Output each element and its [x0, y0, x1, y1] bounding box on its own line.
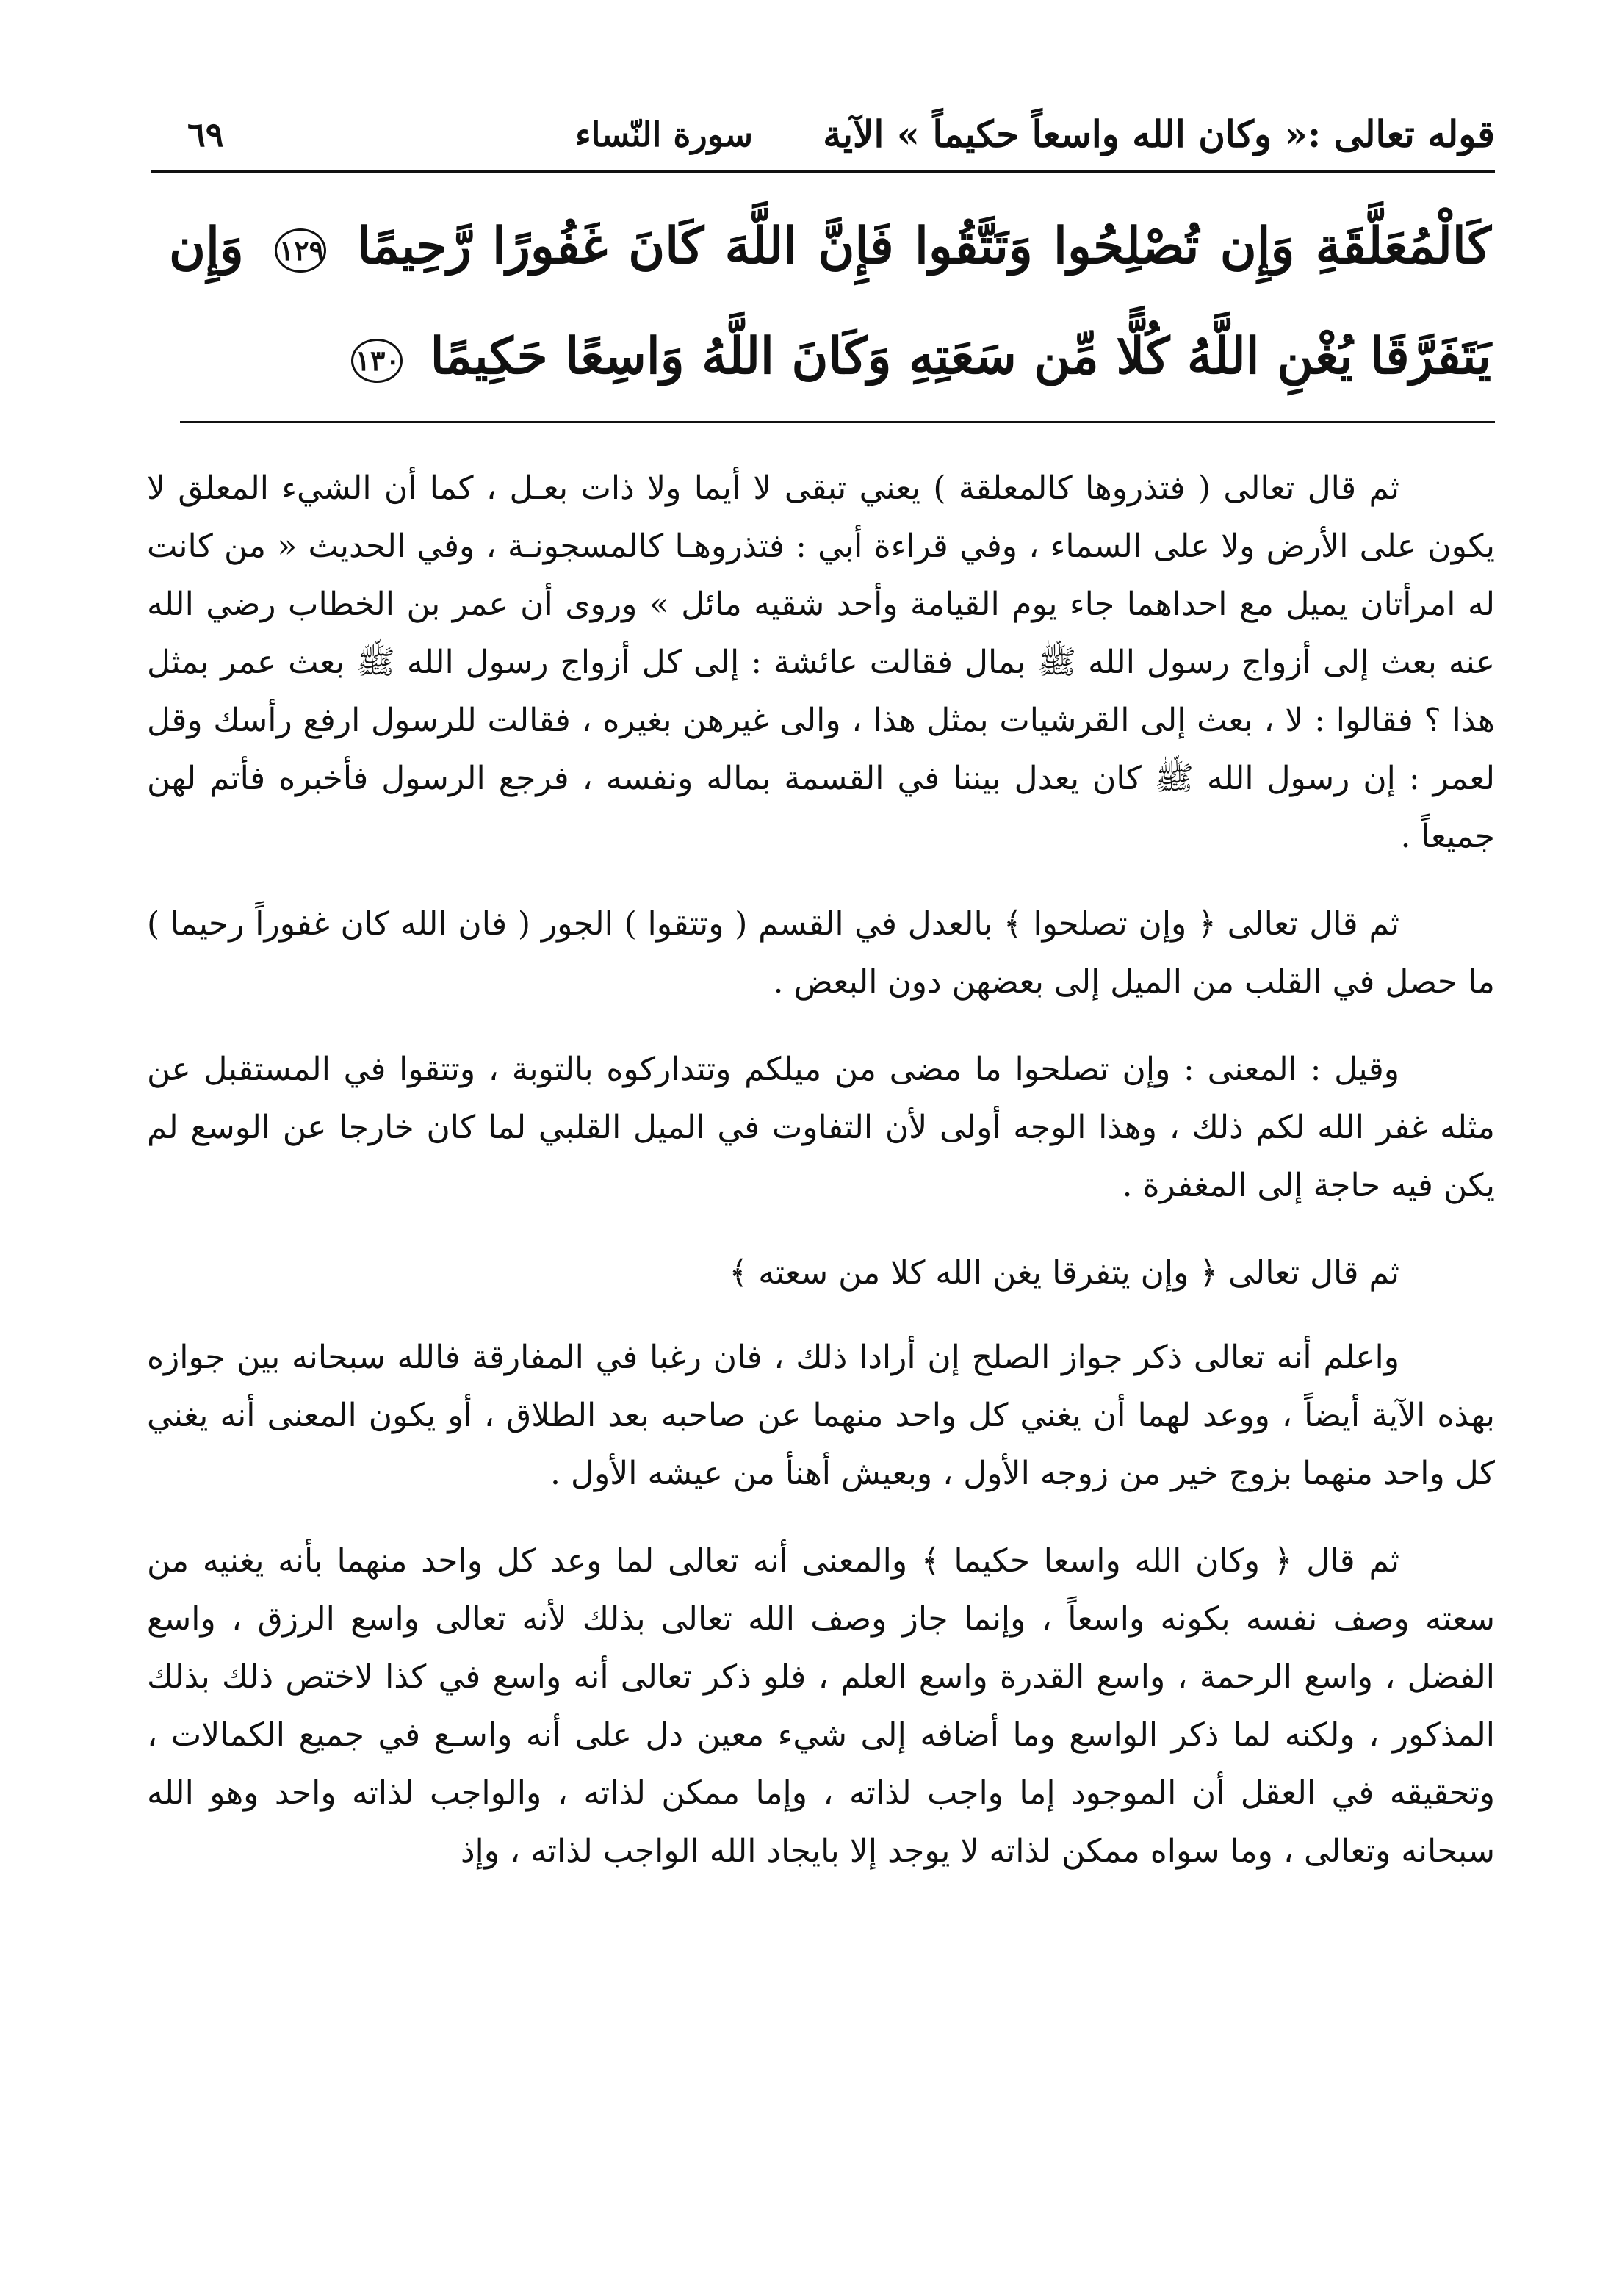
running-header	[151, 101, 1495, 168]
paragraph: ثم قال تعالى ﴿ وإن تصلحوا ﴾ بالعدل في القسم ( وتتقوا ) الجور ( فان الله كان غفوراً رحيما ) ما حصل في القلب من الميل إلى بعضهن دون البعض .	[147, 905, 1495, 1001]
paragraph: وقيل : المعنى : وإن تصلحوا ما مضى من ميلكم وتتداركوه بالتوبة ، وتتقوا في المستقبل عن مثله غفر الله لكم ذلك ، وهذا الوجه أولى لأن التفاوت في الميل القلبي لما كان خارجا عن الوسع لم يكن فيه حاجة إلى المغفرة .	[147, 1051, 1495, 1204]
page-number: ٦٩	[187, 115, 224, 154]
verse-text-part-2: وَإِن يَتَفَرَّقَا يُغْنِ اللَّهُ كُلًّا مِّن سَعَتِهِ وَكَانَ اللَّهُ وَاسِعًا حَكِيمًا	[169, 217, 1491, 386]
verse-text-part-1: كَالْمُعَلَّقَةِ وَإِن تُصْلِحُوا وَتَتَّقُوا فَإِنَّ اللَّهَ كَانَ غَفُورًا رَّحِيمًا	[357, 217, 1491, 276]
commentary-text	[147, 459, 1495, 1910]
header-rule	[151, 170, 1495, 173]
paragraph: ثم قال تعالى ﴿ وإن يتفرقا يغن الله كلا من سعته ﴾	[729, 1254, 1399, 1292]
ayah-number-marker: ١٣٠	[351, 339, 403, 383]
paragraph: ثم قال تعالى ( فتذروها كالمعلقة ) يعني تبقى لا أيما ولا ذات بعـل ، كما أن الشيء المعلق لا يكون على الأرض ولا على السماء ، وفي قراءة أبي : فتذروهـا كالمسجونـة ، وفي الحديث « من كانت له امرأتان يميل مع احداهما جاء يوم القيامة وأحد شقيه مائل » وروى أن عمر بن الخطاب رضي الله عنه بعث إلى أزواج رسول الله ﷺ بمال فقالت عائشة : إلى كل أزواج رسول الله ﷺ بعث عمر بمثل هذا ؟ فقالوا : لا ، بعث إلى القرشيات بمثل هذا ، والى غيرهن بغيره ، فقالت للرسول ارفع رأسك وقل لعمر : إن رسول الله ﷺ كان يعدل بيننا في القسمة بماله ونفسه ، فرجع الرسول فأخبره فأتم لهن جميعاً .	[147, 469, 1495, 855]
paragraph: واعلم أنه تعالى ذكر جواز الصلح إن أرادا ذلك ، فان رغبا في المفارقة فالله سبحانه بين جوازه بهذه الآية أيضاً ، ووعد لهما أن يغني كل واحد منهما عن صاحبه بعد الطلاق ، أو يكون المعنى أنه يغني كل واحد منهما بزوج خير من زوجه الأول ، وبعيش أهنأ من عيشه الأول .	[147, 1339, 1495, 1492]
ayah-number-marker: ١٢٩	[275, 228, 326, 273]
quran-verse-block	[169, 191, 1491, 411]
header-surah-name: سورة النّساء	[575, 115, 753, 154]
paragraph: ثم قال ﴿ وكان الله واسعا حكيما ﴾ والمعنى أنه تعالى لما وعد كل واحد منهما بأنه يغنيه من سعته وصف نفسه بكونه واسعاً ، وإنما جاز وصف الله تعالى بذلك لأنه تعالى واسع الرزق ، واسع الفضل ، واسع الرحمة ، واسع القدرة واسع العلم ، فلو ذكر تعالى أنه واسع في كذا لاختص ذلك بذلك المذكور ، ولكنه لما ذكر الواسع وما أضافه إلى شيء معين دل على أنه واسـع في جميع الكمالات ، وتحقيقه في العقل أن الموجود إما واجب لذاته ، وإما ممكن لذاته ، والواجب لذاته واحد وهو الله سبحانه وتعالى ، وما سواه ممكن لذاته لا يوجد إلا بايجاد الله الواجب لذاته ، وإذ	[147, 1542, 1495, 1870]
verse-rule	[180, 421, 1495, 423]
header-title: قوله تعالى :« وكان الله واسعاً حكيماً » الآية	[823, 112, 1495, 156]
